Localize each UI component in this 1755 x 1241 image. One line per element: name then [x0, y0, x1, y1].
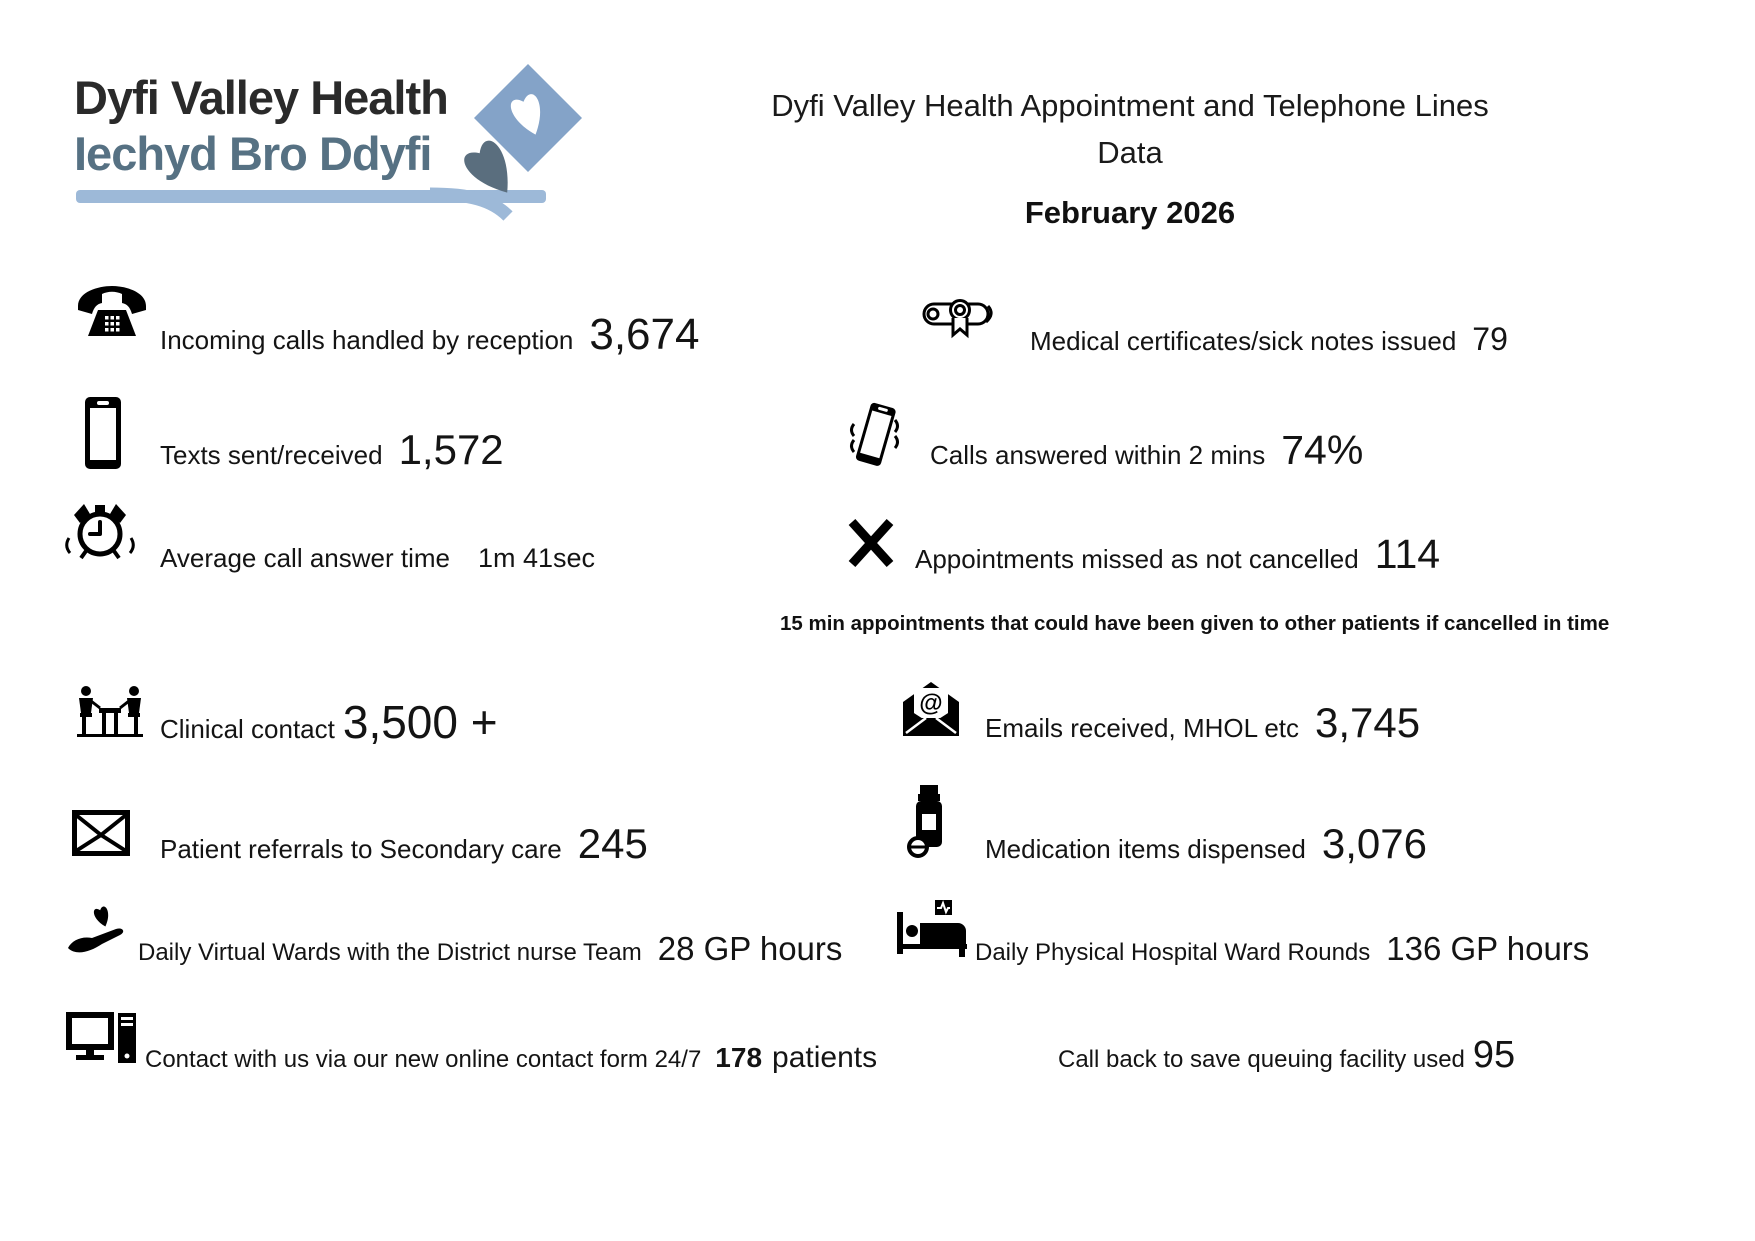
stat-value: 1,572: [398, 426, 504, 473]
stat-label: Incoming calls handled by reception: [160, 325, 574, 355]
stat-clinical-contact: [160, 695, 498, 749]
stat-incoming-calls: [160, 310, 699, 360]
stat-value: 114: [1374, 531, 1441, 577]
missed-appointments-note: 15 min appointments that could have been given to other patients if cancelled in time: [780, 612, 1610, 635]
stat-value: 74%: [1281, 427, 1364, 473]
stat-label: Medication items dispensed: [985, 834, 1306, 864]
hospital-bed-icon: [895, 900, 969, 958]
stat-label: Daily Physical Hospital Ward Rounds: [975, 939, 1371, 966]
stat-value: 136 GP hours: [1386, 930, 1590, 967]
stat-label: Appointments missed as not cancelled: [915, 544, 1359, 574]
stat-value: 95: [1472, 1034, 1516, 1076]
stat-average-answer-time: [160, 543, 595, 574]
stat-value: 178: [715, 1042, 763, 1073]
svg-text:@: @: [919, 690, 943, 717]
stat-label: Texts sent/received: [160, 440, 383, 470]
stat-value: 3,745: [1315, 699, 1421, 746]
stat-virtual-wards: [138, 930, 842, 968]
stat-texts: [160, 426, 504, 474]
stat-label: Call back to save queuing facility used: [1058, 1046, 1465, 1073]
page-title-line1: Dyfi Valley Health Appointment and Telephone Lines: [771, 88, 1489, 123]
stat-label: Average call answer time: [160, 543, 450, 573]
logo-title: Dyfi Valley Health: [74, 71, 448, 124]
stat-value: 3,076: [1321, 820, 1427, 867]
stat-label: Daily Virtual Wards with the District nurse Team: [138, 939, 642, 966]
stat-medication-dispensed: [985, 820, 1427, 868]
stat-emails-received: [985, 699, 1420, 747]
vibrating-phone-icon: [845, 396, 903, 478]
stat-value: 3,500 +: [342, 696, 498, 748]
stat-value: 245: [577, 820, 648, 867]
stat-label: Clinical contact: [160, 714, 335, 744]
stat-label: Emails received, MHOL etc: [985, 713, 1300, 743]
telephone-icon: [72, 284, 152, 338]
stat-value-suffix: patients: [772, 1041, 878, 1074]
meeting-icon: [75, 684, 145, 738]
email-at-icon: [900, 680, 962, 738]
stat-online-contact-form: [145, 1041, 877, 1075]
medication-bottle-icon: [905, 784, 955, 858]
alarm-clock-icon: [60, 498, 140, 560]
dyfi-valley-health-logo-icon: [430, 56, 585, 231]
envelope-icon: [72, 810, 130, 856]
stat-calls-answered: [930, 427, 1363, 474]
page-title-block: [700, 82, 1560, 231]
stat-value: 3,674: [589, 310, 700, 359]
stat-value: 28 GP hours: [657, 930, 843, 967]
stat-label: Medical certificates/sick notes issued: [1030, 326, 1457, 356]
stat-value: 1m 41sec: [478, 543, 596, 573]
computer-icon: [66, 1012, 142, 1066]
stat-label: Calls answered within 2 mins: [930, 440, 1266, 470]
stat-ward-rounds: [975, 930, 1589, 968]
stat-call-back: [1058, 1034, 1515, 1077]
stat-value: 79: [1472, 321, 1508, 357]
logo-subtitle: Iechyd Bro Ddyfi: [74, 127, 432, 180]
hand-heart-icon: [66, 902, 130, 958]
stat-medical-certificates: [1030, 321, 1508, 358]
stat-missed-appointments: [915, 531, 1440, 578]
stat-label: Patient referrals to Secondary care: [160, 834, 562, 864]
report-period: February 2026: [1024, 195, 1236, 230]
cross-icon: [845, 518, 897, 568]
stat-label: Contact with us via our new online contact form 24/7: [145, 1046, 702, 1073]
page-title-line2: Data: [1097, 135, 1163, 170]
stat-referrals: [160, 820, 648, 868]
certificate-icon: [916, 296, 1004, 342]
mobile-phone-icon: [82, 396, 124, 470]
